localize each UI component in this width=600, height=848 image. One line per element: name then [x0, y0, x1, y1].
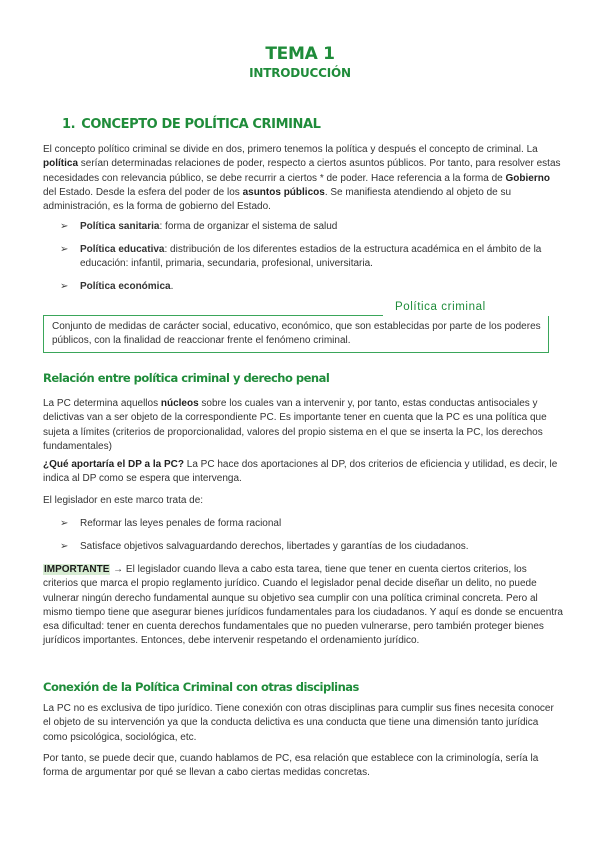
conexion-paragraph-2: Por tanto, se puede decir que, cuando hablamos de PC, esa relación que establece con la criminología, sería la forma de argumentar por qué se llevan a cabo ciertas medidas concretas.: [43, 753, 539, 779]
bullet-desc: : forma de organizar el sistema de salud: [159, 221, 338, 232]
bold-term: núcleos: [160, 398, 199, 409]
list-item: [60, 540, 550, 554]
list-item: [60, 243, 550, 272]
definition-text: Conjunto de medidas de carácter social, educativo, económico, que son establecidas por parte de los poderes públicos, con la finalidad de reaccionar frente el fenómeno criminal.: [52, 321, 541, 346]
section-heading-1: [62, 117, 321, 132]
text-run: serían determinadas relaciones de poder, respecto a ciertos asuntos públicos. Por tanto, para resolver estas necesidades con relevancia público, se debe recurrir a ciertos * de poder. Hace referencia a la forma de: [43, 158, 561, 184]
arrow-bullet-icon: ➢: [60, 541, 69, 552]
bullet-desc: .: [170, 281, 174, 292]
bullet-term: Política educativa: [80, 244, 165, 255]
text-run: La PC hace dos aportaciones al DP, dos criterios de eficiencia y utilidad, es decir, le indica al DP como se espera que intervenga.: [43, 459, 558, 485]
page-title: TEMA 1: [265, 44, 335, 64]
bold-question: ¿Qué aportaría el DP a la PC?: [43, 459, 184, 470]
text-run: . Se manifiesta atendiendo al objeto de su administración, es la forma de gobierno del Estado.: [43, 186, 512, 213]
definition-box: [43, 315, 549, 353]
arrow-bullet-icon: ➢: [60, 281, 69, 292]
arrow-bullet-icon: ➢: [60, 244, 69, 255]
conexion-paragraph-1: La PC no es exclusiva de tipo jurídico. Tiene conexión con otras disciplinas para cumplir sus fines necesita conocer el objeto de su intervención ya que la conducta delictiva es una conducta que tiene una dimensión tanto jurídica como psicológica, sociológica, etc.: [43, 703, 554, 743]
text-run: → El legislador cuando lleva a cabo esta tarea, tiene que tener en cuenta ciertos criterios, los criterios que marca el propio reglamento jurídico. Cuando el legislador penal decide diseñar un delito, no puede vulnerar ningún derecho fundamental aunque su objetivo sea cumplir con una política criminal concreta. Pero al mismo tiempo tiene que asegurar bienes jurídicos fundamentales para los ciudadanos. Y aquí es donde se encuentra esa dificultad: tener en cuenta derechos fundamentales que no pueden vulnerarse, pero también proteger bienes jurídicos importantes. Entonces, debe intervenir respetando el ordenamiento jurídico.: [43, 564, 563, 647]
list-item: [60, 280, 550, 294]
definition-tag: Política criminal: [383, 298, 549, 316]
text-run: del Estado. Desde la esfera del poder de los: [43, 186, 243, 198]
text-run: El concepto político criminal se divide en dos, primero tenemos la política y después el concepto de criminal. La: [43, 144, 538, 155]
intro-paragraph: [43, 143, 563, 214]
arrow-bullet-icon: ➢: [60, 221, 69, 232]
bold-term: Gobierno: [505, 172, 550, 184]
section-number: 1.: [62, 117, 76, 132]
relacion-paragraph-2: [43, 458, 563, 487]
bullet-desc: : distribución de los diferentes estadios de la estructura académica en el ámbito de la educación: infantil, primaria, secundaria, profesional, universitaria.: [80, 244, 542, 270]
list-item: [60, 517, 550, 531]
text-run: La PC determina aquellos: [43, 398, 161, 409]
important-highlight: IMPORTANTE: [44, 564, 110, 575]
relacion-paragraph-4: [43, 563, 563, 649]
bullet-text: Satisface objetivos salvaguardando derechos, libertades y garantías de los ciudadanos.: [80, 541, 469, 552]
list-item: [60, 220, 550, 234]
subsection-heading-relacion: Relación entre política criminal y derecho penal: [43, 371, 330, 385]
relacion-paragraph-3: El legislador en este marco trata de:: [43, 495, 204, 506]
bold-term: asuntos públicos: [242, 186, 325, 198]
relacion-paragraph-1: [43, 397, 563, 454]
bullet-term: Política sanitaria: [80, 221, 160, 232]
arrow-bullet-icon: ➢: [60, 518, 69, 529]
bullet-term: Política económica: [80, 281, 171, 292]
section-title: CONCEPTO DE POLÍTICA CRIMINAL: [81, 117, 321, 132]
bullet-text: Reformar las leyes penales de forma racional: [80, 518, 282, 529]
text-run: sobre los cuales van a intervenir y, por tanto, estas conductas antisociales y delictivas van a ser objeto de la correspondiente PC. Es importante tener en cuenta que la PC es una política que sujeta a límites (criterios de proporcionalidad, valores del propio sistema en el que se inserta la PC, los derechos fundamentales): [43, 398, 547, 452]
bold-term: política: [43, 158, 79, 170]
page-subtitle: INTRODUCCIÓN: [249, 66, 351, 80]
subsection-heading-conexion: Conexión de la Política Criminal con otras disciplinas: [43, 680, 359, 694]
